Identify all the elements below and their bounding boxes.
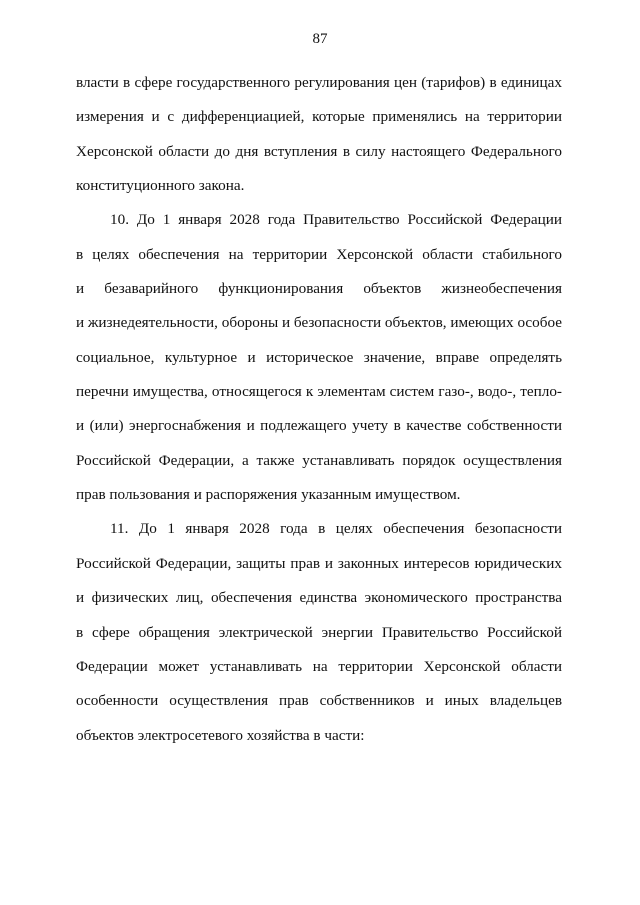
text-line: прав пользования и распоряжения указанным имуществом. — [76, 486, 461, 504]
paragraph-item-11 — [76, 512, 562, 752]
text-line: в сфере обращения электрической энергии Правительство Российской — [76, 623, 562, 641]
text-line: и жизнедеятельности, обороны и безопасности объектов, имеющих особое — [76, 314, 562, 332]
text-line: социальное, культурное и историческое значение, вправе определять — [76, 348, 562, 366]
text-line: измерения и с дифференциацией, которые применялись на территории — [76, 108, 562, 126]
paragraph — [76, 66, 562, 203]
text-line: особенности осуществления прав собственников и иных владельцев — [76, 692, 562, 710]
text-line: и физических лиц, обеспечения единства экономического пространства — [76, 589, 562, 607]
text-line: Федерации может устанавливать на территории Херсонской области — [76, 657, 562, 675]
text-line: Российской Федерации, а также устанавливать порядок осуществления — [76, 451, 562, 469]
page-number: 87 — [312, 31, 328, 47]
text-line: Российской Федерации, защиты прав и законных интересов юридических — [76, 554, 562, 572]
text-line: и (или) энергоснабжения и подлежащего учету в качестве собственности — [76, 417, 562, 435]
text-line: конституционного закона. — [76, 177, 245, 195]
text-line: 11. До 1 января 2028 года в целях обеспечения безопасности — [110, 520, 562, 538]
document-body — [76, 66, 562, 753]
text-line: власти в сфере государственного регулирования цен (тарифов) в единицах — [76, 74, 562, 91]
text-line: перечни имущества, относящегося к элементам систем газо-, водо-, тепло- — [76, 383, 562, 401]
paragraph-item-10 — [76, 203, 562, 512]
text-line: 10. До 1 января 2028 года Правительство Российской Федерации — [110, 211, 562, 229]
text-line: и безаварийного функционирования объектов жизнеобеспечения — [76, 280, 562, 298]
text-line: Херсонской области до дня вступления в силу настоящего Федерального — [76, 142, 562, 160]
text-line: в целях обеспечения на территории Херсонской области стабильного — [76, 245, 562, 263]
text-line: объектов электросетевого хозяйства в части: — [76, 726, 365, 744]
